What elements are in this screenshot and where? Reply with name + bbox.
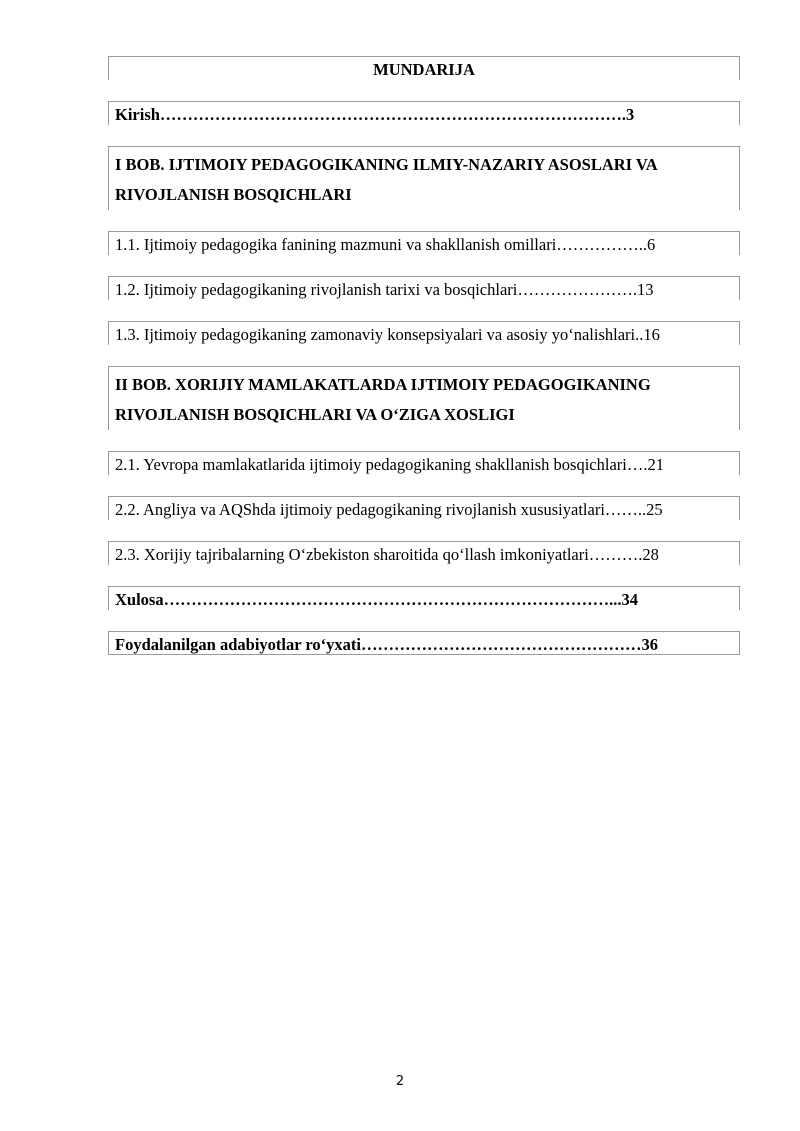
toc-entry-xulosa: Xulosa………………………………………………………………………...34: [108, 586, 740, 610]
toc-title: MUNDARIJA: [108, 56, 740, 80]
toc-entry-1-3: 1.3. Ijtimoiy pedagogikaning zamonaviy konsepsiyalari va asosiy yo‘nalishlari..16: [108, 321, 740, 345]
page-number: 2: [395, 1074, 405, 1089]
toc-entry-kirish: Kirish………………………………………………………………………….3: [108, 101, 740, 125]
toc-chapter-2-heading: II BOB. XORIJIY MAMLAKATLARDA IJTIMOIY PEDAGOGIKANING RIVOJLANISH BOSQICHLARI VA O‘ZIGA XOSLIGI: [108, 366, 740, 430]
toc-entry-2-2: 2.2. Angliya va AQShda ijtimoiy pedagogikaning rivojlanish xususiyatlari……..25: [108, 496, 740, 520]
table-of-contents: [108, 56, 740, 655]
toc-entry-bibliography: Foydalanilgan adabiyotlar ro‘yxati……………………………………………36: [108, 631, 740, 655]
toc-entry-2-1: 2.1. Yevropa mamlakatlarida ijtimoiy pedagogikaning shakllanish bosqichlari….21: [108, 451, 740, 475]
toc-entry-1-1: 1.1. Ijtimoiy pedagogika fanining mazmuni va shakllanish omillari……………..6: [108, 231, 740, 255]
toc-entry-1-2: 1.2. Ijtimoiy pedagogikaning rivojlanish tarixi va bosqichlari………………….13: [108, 276, 740, 300]
toc-chapter-1-heading: I BOB. IJTIMOIY PEDAGOGIKANING ILMIY-NAZARIY ASOSLARI VA RIVOJLANISH BOSQICHLARI: [108, 146, 740, 210]
toc-entry-2-3: 2.3. Xorijiy tajribalarning O‘zbekiston sharoitida qo‘llash imkoniyatlari……….28: [108, 541, 740, 565]
